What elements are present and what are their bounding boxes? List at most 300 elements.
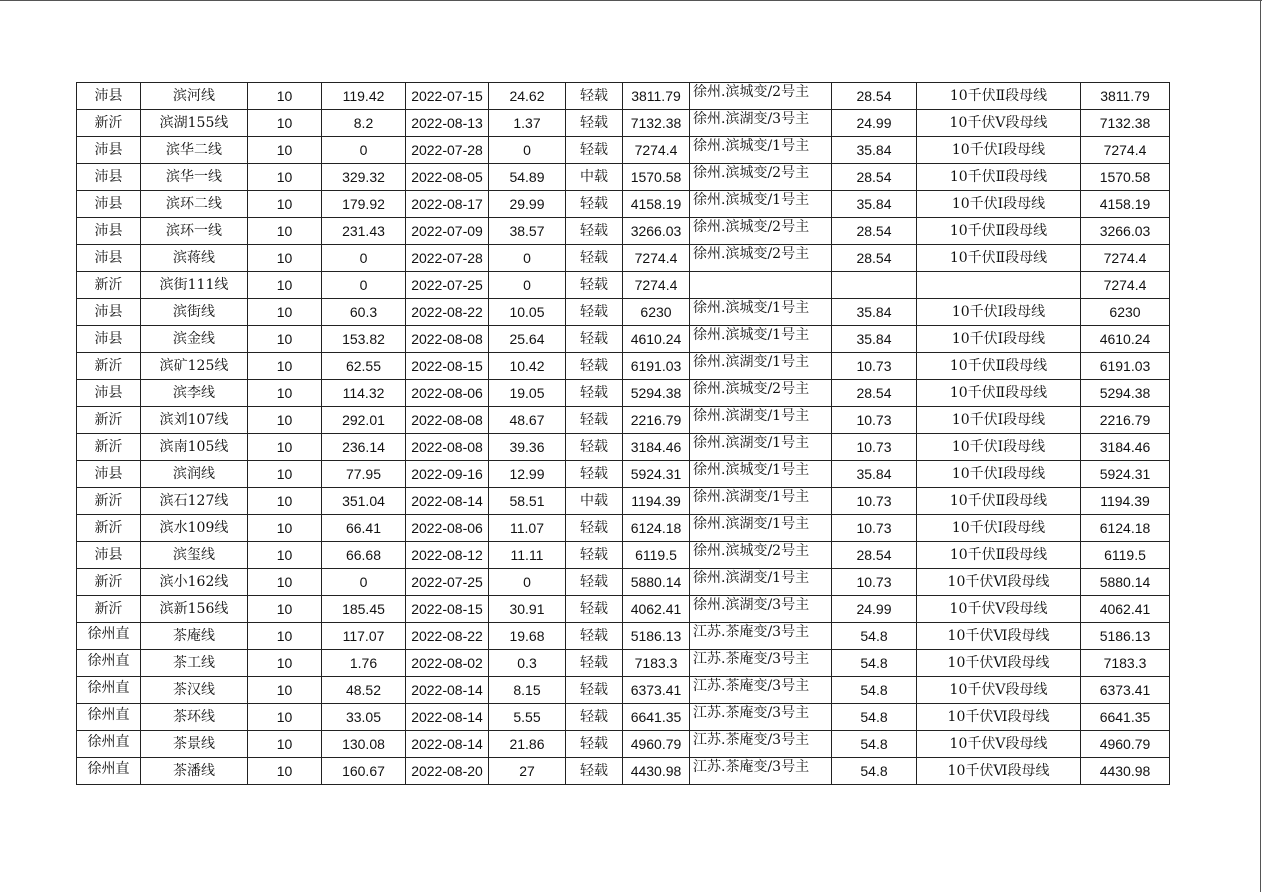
available-capacity-cell: 2216.79 [1081, 407, 1170, 434]
district-cell: 新沂 [77, 488, 141, 515]
rate-cell: 0.3 [489, 650, 566, 677]
table-row [77, 542, 1170, 569]
load-cell: 179.92 [322, 191, 406, 218]
date-cell: 2022-08-13 [406, 110, 489, 137]
load-cell: 0 [322, 245, 406, 272]
capacity-cell: 7183.3 [623, 650, 690, 677]
rate-cell: 30.91 [489, 596, 566, 623]
transformer-rate-cell: 10.73 [832, 569, 917, 596]
date-cell: 2022-07-15 [406, 83, 489, 110]
capacity-cell: 6641.35 [623, 704, 690, 731]
substation-cell: 徐州.滨城变/1号主 [690, 137, 832, 164]
table-row [77, 218, 1170, 245]
load-cell: 236.14 [322, 434, 406, 461]
rate-cell: 54.89 [489, 164, 566, 191]
date-cell: 2022-08-02 [406, 650, 489, 677]
line-name-cell: 滨蒋线 [141, 245, 248, 272]
capacity-cell: 7274.4 [623, 245, 690, 272]
rate-cell: 8.15 [489, 677, 566, 704]
substation-cell: 徐州.滨湖变/1号主 [690, 407, 832, 434]
voltage-cell: 10 [248, 731, 322, 758]
table-row [77, 407, 1170, 434]
substation-cell: 徐州.滨城变/2号主 [690, 380, 832, 407]
voltage-cell: 10 [248, 83, 322, 110]
date-cell: 2022-08-17 [406, 191, 489, 218]
table-body [77, 83, 1170, 785]
district-cell: 沛县 [77, 218, 141, 245]
district-cell: 新沂 [77, 434, 141, 461]
district-cell: 新沂 [77, 272, 141, 299]
available-capacity-cell: 6373.41 [1081, 677, 1170, 704]
transformer-rate-cell: 24.99 [832, 110, 917, 137]
load-status-cell: 轻载 [566, 677, 623, 704]
rate-cell: 29.99 [489, 191, 566, 218]
district-cell: 徐州直 [77, 623, 141, 650]
rate-cell: 0 [489, 272, 566, 299]
capacity-cell: 6119.5 [623, 542, 690, 569]
line-name-cell: 滨南105线 [141, 434, 248, 461]
line-name-cell: 滨水109线 [141, 515, 248, 542]
load-cell: 117.07 [322, 623, 406, 650]
line-name-cell: 滨新156线 [141, 596, 248, 623]
table-row [77, 650, 1170, 677]
capacity-cell: 6230 [623, 299, 690, 326]
voltage-cell: 10 [248, 515, 322, 542]
table-row [77, 326, 1170, 353]
substation-cell: 徐州.滨湖变/3号主 [690, 110, 832, 137]
load-status-cell: 轻载 [566, 83, 623, 110]
busbar-cell: 10千伏Ⅴ段母线 [917, 110, 1081, 137]
rate-cell: 11.11 [489, 542, 566, 569]
available-capacity-cell: 5880.14 [1081, 569, 1170, 596]
rate-cell: 38.57 [489, 218, 566, 245]
transformer-rate-cell: 54.8 [832, 650, 917, 677]
date-cell: 2022-09-16 [406, 461, 489, 488]
available-capacity-cell: 6641.35 [1081, 704, 1170, 731]
line-name-cell: 茶庵线 [141, 623, 248, 650]
load-status-cell: 轻载 [566, 542, 623, 569]
transformer-rate-cell: 10.73 [832, 353, 917, 380]
line-name-cell: 滨刘107线 [141, 407, 248, 434]
busbar-cell: 10千伏Ⅱ段母线 [917, 164, 1081, 191]
load-cell: 231.43 [322, 218, 406, 245]
date-cell: 2022-08-12 [406, 542, 489, 569]
table-row [77, 299, 1170, 326]
load-status-cell: 轻载 [566, 650, 623, 677]
rate-cell: 27 [489, 758, 566, 785]
transformer-rate-cell: 35.84 [832, 326, 917, 353]
load-cell: 1.76 [322, 650, 406, 677]
transformer-rate-cell: 54.8 [832, 677, 917, 704]
substation-cell: 徐州.滨湖变/1号主 [690, 569, 832, 596]
load-cell: 119.42 [322, 83, 406, 110]
table-row [77, 623, 1170, 650]
substation-cell: 江苏.茶庵变/3号主 [690, 650, 832, 677]
district-cell: 沛县 [77, 164, 141, 191]
table-row [77, 488, 1170, 515]
capacity-cell: 3811.79 [623, 83, 690, 110]
line-name-cell: 滨环一线 [141, 218, 248, 245]
line-name-cell: 滨河线 [141, 83, 248, 110]
district-cell: 沛县 [77, 245, 141, 272]
busbar-cell: 10千伏Ⅵ段母线 [917, 623, 1081, 650]
substation-cell: 徐州.滨城变/1号主 [690, 299, 832, 326]
load-status-cell: 轻载 [566, 461, 623, 488]
table-row [77, 110, 1170, 137]
capacity-cell: 7132.38 [623, 110, 690, 137]
load-cell: 66.68 [322, 542, 406, 569]
line-name-cell: 茶景线 [141, 731, 248, 758]
transformer-rate-cell: 54.8 [832, 758, 917, 785]
voltage-cell: 10 [248, 434, 322, 461]
capacity-cell: 1194.39 [623, 488, 690, 515]
table-row [77, 83, 1170, 110]
date-cell: 2022-08-06 [406, 380, 489, 407]
line-name-cell: 滨矿125线 [141, 353, 248, 380]
busbar-cell: 10千伏Ⅰ段母线 [917, 137, 1081, 164]
district-cell: 沛县 [77, 380, 141, 407]
substation-cell: 徐州.滨城变/1号主 [690, 461, 832, 488]
capacity-cell: 6373.41 [623, 677, 690, 704]
busbar-cell: 10千伏Ⅱ段母线 [917, 245, 1081, 272]
busbar-cell: 10千伏Ⅱ段母线 [917, 380, 1081, 407]
district-cell: 沛县 [77, 191, 141, 218]
district-cell: 新沂 [77, 515, 141, 542]
voltage-cell: 10 [248, 137, 322, 164]
transformer-rate-cell: 28.54 [832, 218, 917, 245]
line-name-cell: 滨环二线 [141, 191, 248, 218]
district-cell: 新沂 [77, 596, 141, 623]
line-name-cell: 滨街线 [141, 299, 248, 326]
substation-cell: 徐州.滨湖变/1号主 [690, 488, 832, 515]
line-name-cell: 滨街111线 [141, 272, 248, 299]
district-cell: 沛县 [77, 299, 141, 326]
rate-cell: 21.86 [489, 731, 566, 758]
busbar-cell: 10千伏Ⅰ段母线 [917, 326, 1081, 353]
available-capacity-cell: 4610.24 [1081, 326, 1170, 353]
line-name-cell: 滨金线 [141, 326, 248, 353]
available-capacity-cell: 4158.19 [1081, 191, 1170, 218]
load-status-cell: 轻载 [566, 191, 623, 218]
capacity-cell: 1570.58 [623, 164, 690, 191]
load-cell: 0 [322, 137, 406, 164]
line-name-cell: 滨石127线 [141, 488, 248, 515]
capacity-cell: 2216.79 [623, 407, 690, 434]
rate-cell: 0 [489, 569, 566, 596]
rate-cell: 10.42 [489, 353, 566, 380]
substation-cell: 徐州.滨城变/1号主 [690, 326, 832, 353]
substation-cell: 徐州.滨湖变/1号主 [690, 434, 832, 461]
rate-cell: 24.62 [489, 83, 566, 110]
available-capacity-cell: 7183.3 [1081, 650, 1170, 677]
transformer-rate-cell: 24.99 [832, 596, 917, 623]
available-capacity-cell: 3266.03 [1081, 218, 1170, 245]
capacity-cell: 7274.4 [623, 137, 690, 164]
rate-cell: 48.67 [489, 407, 566, 434]
load-cell: 351.04 [322, 488, 406, 515]
load-status-cell: 轻载 [566, 326, 623, 353]
transformer-rate-cell: 28.54 [832, 83, 917, 110]
transformer-rate-cell: 28.54 [832, 245, 917, 272]
busbar-cell: 10千伏Ⅰ段母线 [917, 407, 1081, 434]
available-capacity-cell: 4062.41 [1081, 596, 1170, 623]
load-status-cell: 轻载 [566, 110, 623, 137]
district-cell: 新沂 [77, 110, 141, 137]
load-cell: 66.41 [322, 515, 406, 542]
load-cell: 77.95 [322, 461, 406, 488]
available-capacity-cell: 4430.98 [1081, 758, 1170, 785]
available-capacity-cell: 7132.38 [1081, 110, 1170, 137]
page-right-border [1260, 0, 1261, 892]
substation-cell: 江苏.茶庵变/3号主 [690, 677, 832, 704]
available-capacity-cell: 5294.38 [1081, 380, 1170, 407]
date-cell: 2022-08-08 [406, 434, 489, 461]
line-name-cell: 茶环线 [141, 704, 248, 731]
voltage-cell: 10 [248, 110, 322, 137]
district-cell: 新沂 [77, 407, 141, 434]
busbar-cell: 10千伏Ⅴ段母线 [917, 596, 1081, 623]
table-row [77, 380, 1170, 407]
transformer-rate-cell: 10.73 [832, 515, 917, 542]
load-status-cell: 轻载 [566, 569, 623, 596]
voltage-cell: 10 [248, 245, 322, 272]
table-row [77, 596, 1170, 623]
voltage-cell: 10 [248, 218, 322, 245]
busbar-cell: 10千伏Ⅰ段母线 [917, 299, 1081, 326]
district-cell: 徐州直 [77, 704, 141, 731]
busbar-cell: 10千伏Ⅱ段母线 [917, 83, 1081, 110]
capacity-cell: 5880.14 [623, 569, 690, 596]
load-cell: 160.67 [322, 758, 406, 785]
transformer-rate-cell: 54.8 [832, 731, 917, 758]
rate-cell: 5.55 [489, 704, 566, 731]
busbar-cell: 10千伏Ⅰ段母线 [917, 515, 1081, 542]
load-status-cell: 中载 [566, 488, 623, 515]
substation-cell [690, 272, 832, 299]
busbar-cell: 10千伏Ⅵ段母线 [917, 758, 1081, 785]
rate-cell: 58.51 [489, 488, 566, 515]
feeder-load-table [76, 82, 1170, 785]
capacity-cell: 4158.19 [623, 191, 690, 218]
date-cell: 2022-07-25 [406, 272, 489, 299]
date-cell: 2022-08-22 [406, 623, 489, 650]
load-status-cell: 轻载 [566, 704, 623, 731]
available-capacity-cell: 7274.4 [1081, 137, 1170, 164]
date-cell: 2022-08-22 [406, 299, 489, 326]
table-row [77, 137, 1170, 164]
substation-cell: 徐州.滨城变/2号主 [690, 83, 832, 110]
busbar-cell: 10千伏Ⅰ段母线 [917, 434, 1081, 461]
busbar-cell: 10千伏Ⅵ段母线 [917, 650, 1081, 677]
available-capacity-cell: 7274.4 [1081, 272, 1170, 299]
capacity-cell: 6124.18 [623, 515, 690, 542]
capacity-cell: 5186.13 [623, 623, 690, 650]
load-cell: 33.05 [322, 704, 406, 731]
rate-cell: 0 [489, 245, 566, 272]
voltage-cell: 10 [248, 596, 322, 623]
rate-cell: 10.05 [489, 299, 566, 326]
date-cell: 2022-08-15 [406, 596, 489, 623]
transformer-rate-cell: 28.54 [832, 380, 917, 407]
substation-cell: 江苏.茶庵变/3号主 [690, 704, 832, 731]
table-row [77, 272, 1170, 299]
load-cell: 62.55 [322, 353, 406, 380]
load-cell: 0 [322, 569, 406, 596]
capacity-cell: 5294.38 [623, 380, 690, 407]
date-cell: 2022-07-09 [406, 218, 489, 245]
date-cell: 2022-08-14 [406, 731, 489, 758]
table-row [77, 731, 1170, 758]
substation-cell: 江苏.茶庵变/3号主 [690, 731, 832, 758]
available-capacity-cell: 3184.46 [1081, 434, 1170, 461]
rate-cell: 0 [489, 137, 566, 164]
capacity-cell: 3184.46 [623, 434, 690, 461]
load-cell: 114.32 [322, 380, 406, 407]
district-cell: 新沂 [77, 569, 141, 596]
load-status-cell: 轻载 [566, 623, 623, 650]
table-row [77, 677, 1170, 704]
table-row [77, 353, 1170, 380]
transformer-rate-cell: 35.84 [832, 191, 917, 218]
line-name-cell: 滨湖155线 [141, 110, 248, 137]
load-status-cell: 轻载 [566, 731, 623, 758]
load-status-cell: 轻载 [566, 299, 623, 326]
date-cell: 2022-08-06 [406, 515, 489, 542]
substation-cell: 徐州.滨城变/2号主 [690, 245, 832, 272]
available-capacity-cell: 5186.13 [1081, 623, 1170, 650]
page-top-border [0, 0, 1262, 1]
date-cell: 2022-07-25 [406, 569, 489, 596]
substation-cell: 徐州.滨湖变/1号主 [690, 515, 832, 542]
date-cell: 2022-08-14 [406, 677, 489, 704]
load-status-cell: 轻载 [566, 596, 623, 623]
date-cell: 2022-08-08 [406, 407, 489, 434]
transformer-rate-cell: 28.54 [832, 542, 917, 569]
line-name-cell: 滨华二线 [141, 137, 248, 164]
rate-cell: 19.68 [489, 623, 566, 650]
district-cell: 新沂 [77, 353, 141, 380]
available-capacity-cell: 6230 [1081, 299, 1170, 326]
capacity-cell: 5924.31 [623, 461, 690, 488]
voltage-cell: 10 [248, 380, 322, 407]
capacity-cell: 4610.24 [623, 326, 690, 353]
load-status-cell: 轻载 [566, 515, 623, 542]
rate-cell: 11.07 [489, 515, 566, 542]
date-cell: 2022-07-28 [406, 245, 489, 272]
rate-cell: 1.37 [489, 110, 566, 137]
load-cell: 60.3 [322, 299, 406, 326]
transformer-rate-cell: 10.73 [832, 407, 917, 434]
capacity-cell: 4430.98 [623, 758, 690, 785]
available-capacity-cell: 6124.18 [1081, 515, 1170, 542]
busbar-cell: 10千伏Ⅴ段母线 [917, 677, 1081, 704]
voltage-cell: 10 [248, 542, 322, 569]
load-cell: 185.45 [322, 596, 406, 623]
busbar-cell: 10千伏Ⅱ段母线 [917, 488, 1081, 515]
voltage-cell: 10 [248, 299, 322, 326]
busbar-cell: 10千伏Ⅱ段母线 [917, 353, 1081, 380]
district-cell: 徐州直 [77, 758, 141, 785]
available-capacity-cell: 6119.5 [1081, 542, 1170, 569]
voltage-cell: 10 [248, 758, 322, 785]
load-cell: 153.82 [322, 326, 406, 353]
available-capacity-cell: 5924.31 [1081, 461, 1170, 488]
busbar-cell [917, 272, 1081, 299]
rate-cell: 39.36 [489, 434, 566, 461]
transformer-rate-cell: 10.73 [832, 434, 917, 461]
rate-cell: 12.99 [489, 461, 566, 488]
district-cell: 沛县 [77, 83, 141, 110]
date-cell: 2022-08-08 [406, 326, 489, 353]
capacity-cell: 3266.03 [623, 218, 690, 245]
table-row [77, 434, 1170, 461]
capacity-cell: 6191.03 [623, 353, 690, 380]
date-cell: 2022-08-05 [406, 164, 489, 191]
date-cell: 2022-08-20 [406, 758, 489, 785]
substation-cell: 徐州.滨城变/2号主 [690, 542, 832, 569]
available-capacity-cell: 7274.4 [1081, 245, 1170, 272]
busbar-cell: 10千伏Ⅵ段母线 [917, 569, 1081, 596]
available-capacity-cell: 4960.79 [1081, 731, 1170, 758]
busbar-cell: 10千伏Ⅰ段母线 [917, 191, 1081, 218]
transformer-rate-cell: 35.84 [832, 299, 917, 326]
voltage-cell: 10 [248, 677, 322, 704]
line-name-cell: 滨玺线 [141, 542, 248, 569]
load-cell: 329.32 [322, 164, 406, 191]
line-name-cell: 滨小162线 [141, 569, 248, 596]
load-status-cell: 轻载 [566, 353, 623, 380]
load-status-cell: 轻载 [566, 758, 623, 785]
rate-cell: 19.05 [489, 380, 566, 407]
load-status-cell: 轻载 [566, 218, 623, 245]
transformer-rate-cell: 35.84 [832, 461, 917, 488]
load-status-cell: 轻载 [566, 380, 623, 407]
date-cell: 2022-08-14 [406, 704, 489, 731]
voltage-cell: 10 [248, 650, 322, 677]
table-row [77, 704, 1170, 731]
district-cell: 沛县 [77, 461, 141, 488]
district-cell: 徐州直 [77, 650, 141, 677]
line-name-cell: 茶工线 [141, 650, 248, 677]
transformer-rate-cell: 54.8 [832, 704, 917, 731]
busbar-cell: 10千伏Ⅵ段母线 [917, 704, 1081, 731]
voltage-cell: 10 [248, 353, 322, 380]
voltage-cell: 10 [248, 164, 322, 191]
busbar-cell: 10千伏Ⅱ段母线 [917, 218, 1081, 245]
substation-cell: 徐州.滨湖变/3号主 [690, 596, 832, 623]
load-cell: 292.01 [322, 407, 406, 434]
busbar-cell: 10千伏Ⅴ段母线 [917, 731, 1081, 758]
load-cell: 0 [322, 272, 406, 299]
load-status-cell: 轻载 [566, 407, 623, 434]
voltage-cell: 10 [248, 272, 322, 299]
table-row [77, 164, 1170, 191]
load-status-cell: 中载 [566, 164, 623, 191]
table-row [77, 515, 1170, 542]
load-status-cell: 轻载 [566, 245, 623, 272]
load-status-cell: 轻载 [566, 434, 623, 461]
rate-cell: 25.64 [489, 326, 566, 353]
voltage-cell: 10 [248, 569, 322, 596]
voltage-cell: 10 [248, 623, 322, 650]
substation-cell: 江苏.茶庵变/3号主 [690, 758, 832, 785]
substation-cell: 徐州.滨湖变/1号主 [690, 353, 832, 380]
available-capacity-cell: 3811.79 [1081, 83, 1170, 110]
available-capacity-cell: 1570.58 [1081, 164, 1170, 191]
date-cell: 2022-08-15 [406, 353, 489, 380]
capacity-cell: 7274.4 [623, 272, 690, 299]
table-row [77, 758, 1170, 785]
